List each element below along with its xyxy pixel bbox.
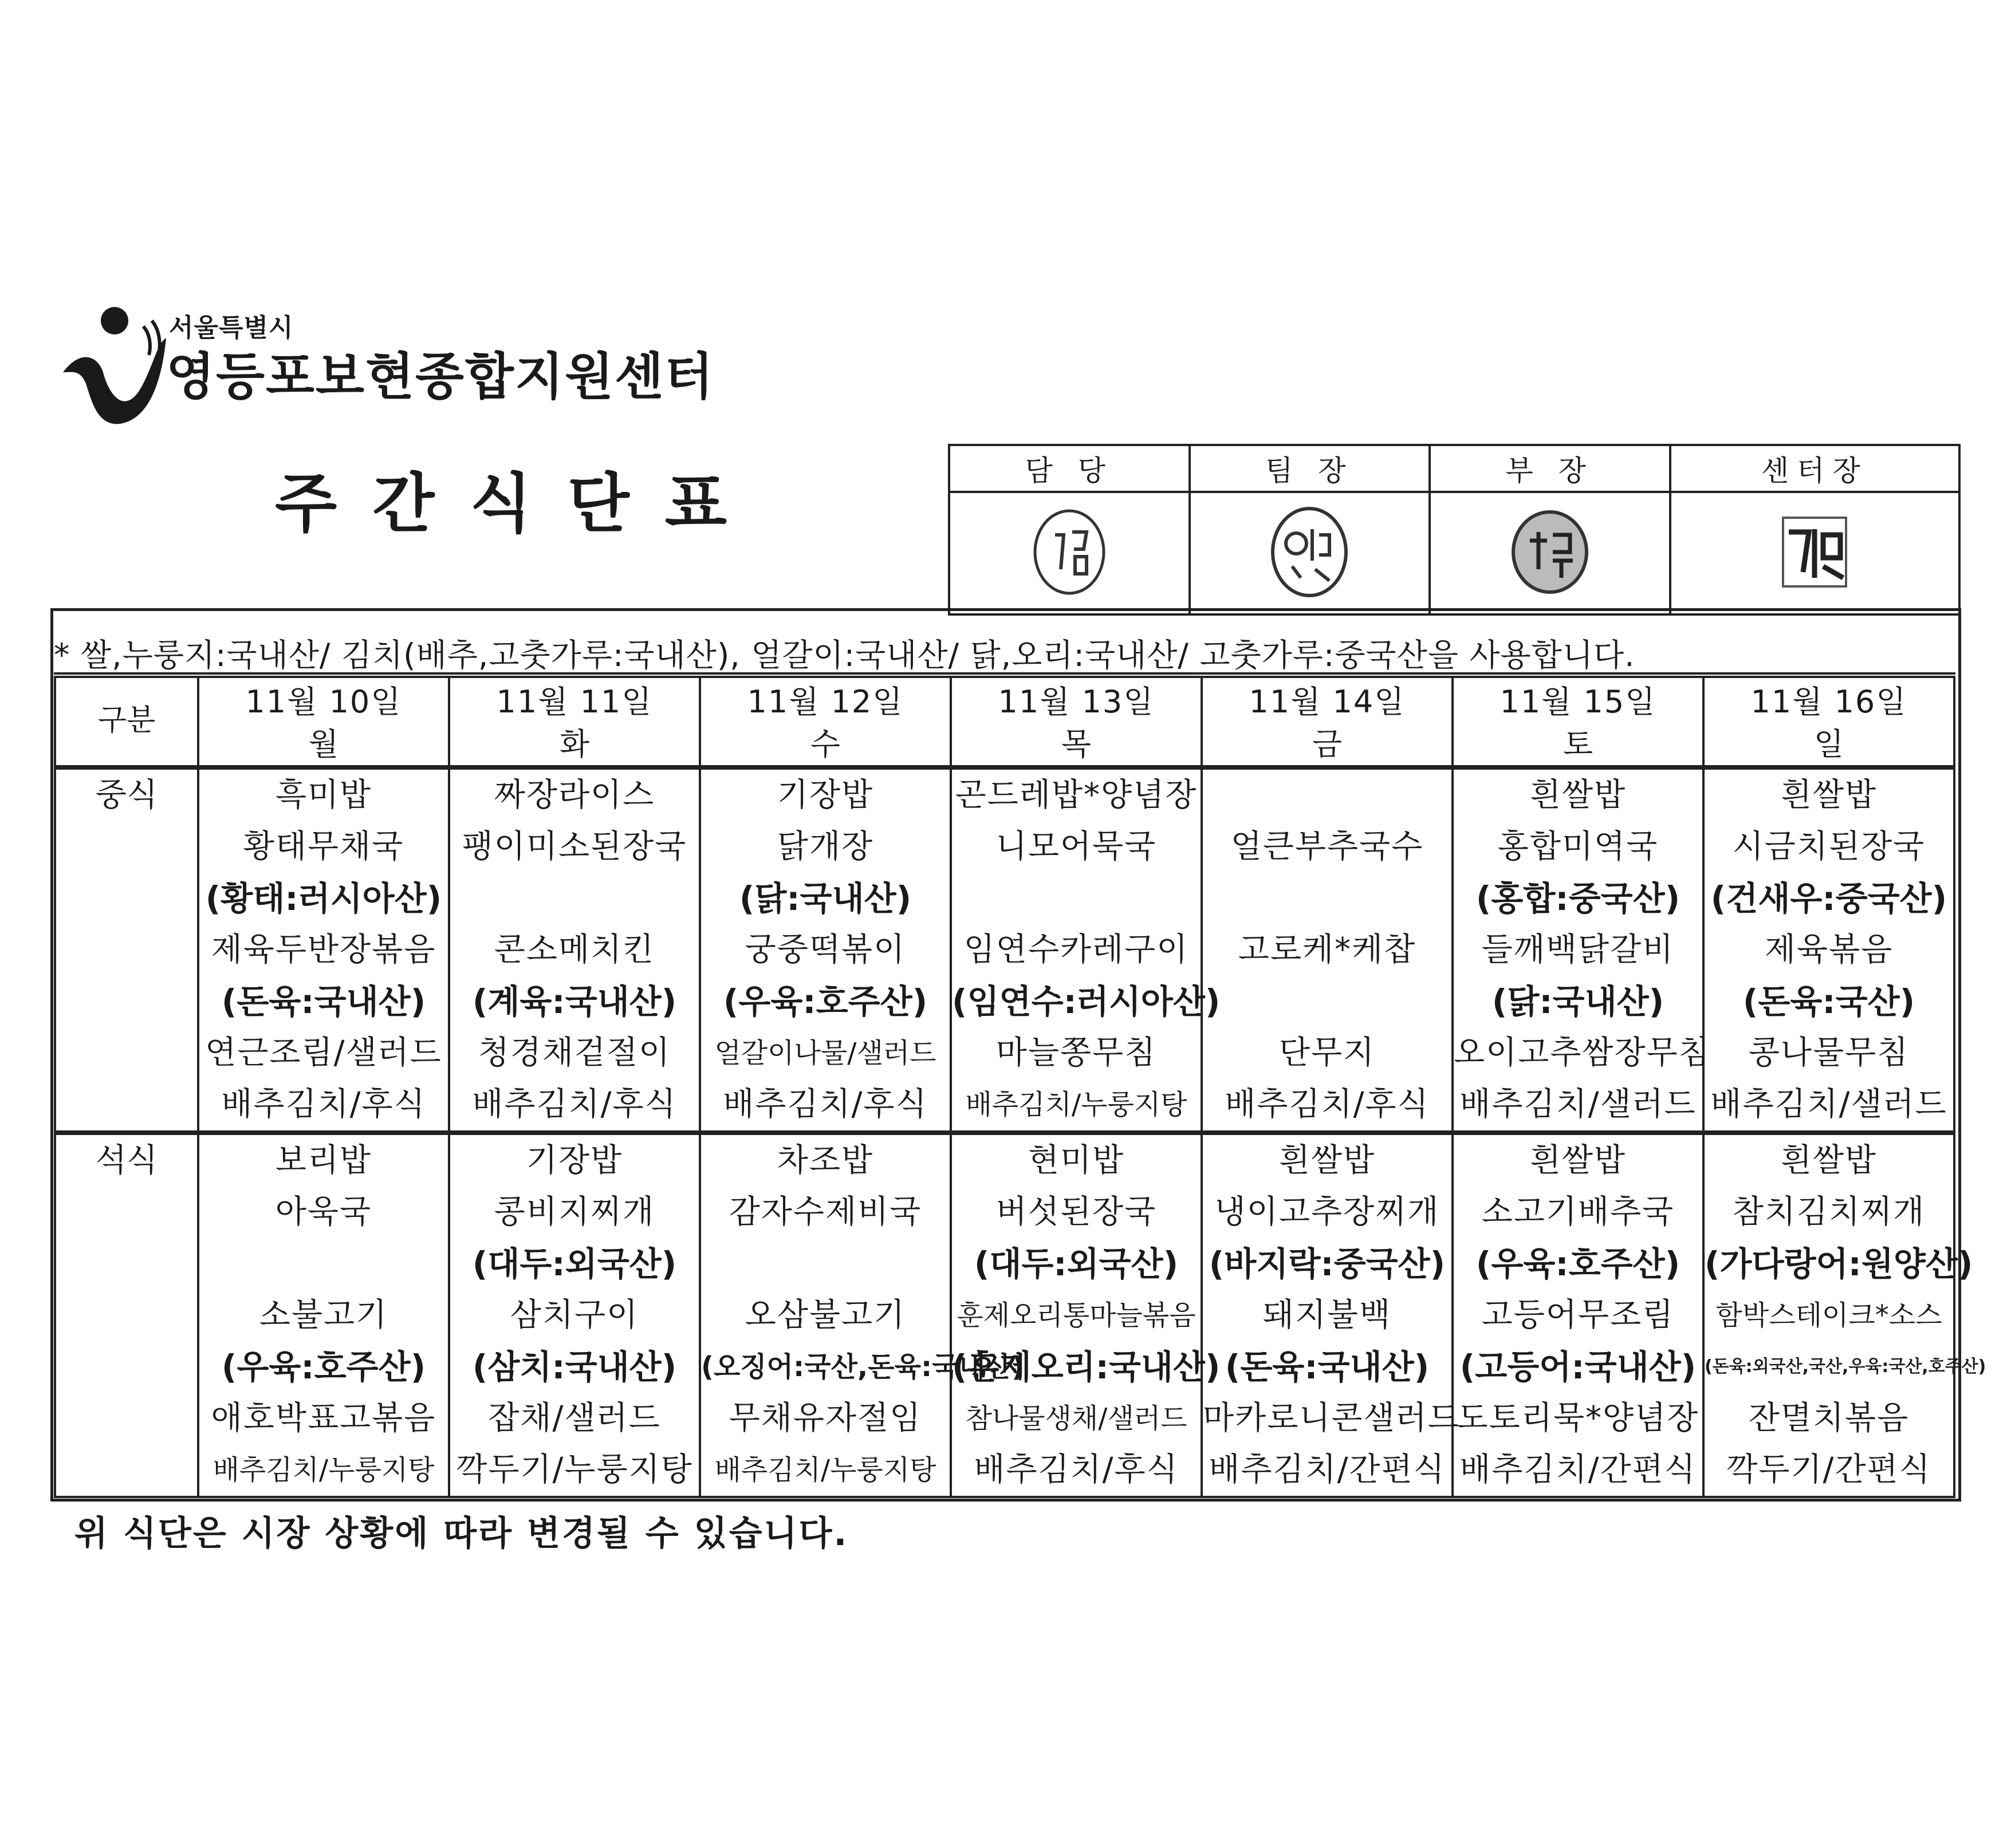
approval-seal-manager xyxy=(1430,492,1670,614)
approval-seal-staff xyxy=(949,492,1190,614)
menu-item: 콩비지찌개 xyxy=(494,1193,655,1231)
menu-item: 제육두반장볶음 xyxy=(211,931,436,968)
menu-item: 얼큰부추국수 xyxy=(1230,828,1424,865)
day-date: 11월 11일 xyxy=(496,684,653,720)
menu-item: 궁중떡볶이 xyxy=(745,931,906,968)
menu-item: 배추김치/후식 xyxy=(472,1086,677,1123)
menu-item xyxy=(1203,873,1451,924)
origin-label: (건새우:중국산) xyxy=(1710,879,1947,918)
menu-item: 배추김치/샐러드 xyxy=(1710,1086,1947,1123)
header-label-cell xyxy=(55,677,198,767)
origin-label: (대두:외국산) xyxy=(974,1244,1179,1283)
menu-item: 배추김치/후식 xyxy=(221,1086,426,1123)
approval-header-team-leader: 팀 장 xyxy=(1190,445,1430,492)
menu-item: 배추김치/누룽지탕 xyxy=(965,1089,1187,1121)
notice-divider xyxy=(54,672,1955,675)
day-header xyxy=(1453,677,1703,767)
origin-label: (닭:국내산) xyxy=(739,879,912,918)
lunch-menu-cell xyxy=(1453,767,1711,1133)
menu-item: 버섯된장국 xyxy=(995,1193,1157,1231)
day-header xyxy=(1202,677,1453,767)
origin-label: (돈육:국내산) xyxy=(221,982,426,1021)
menu-item: 얼갈이나물/샐러드 xyxy=(714,1037,936,1069)
origin-label: (우육:호주산) xyxy=(1475,1244,1681,1283)
menu-item: 오삼불고기 xyxy=(745,1297,906,1334)
approval-seal-team-leader xyxy=(1190,492,1430,614)
dinner-menu-cell xyxy=(198,1133,449,1497)
organization-name: 영등포보현종합지원센터 xyxy=(166,347,715,406)
seal-stamp-icon xyxy=(1029,506,1109,598)
day-weekday: 수 xyxy=(810,726,841,762)
lunch-menu-cell xyxy=(198,767,449,1133)
origin-label: (훈제오리:국내산) xyxy=(952,1347,1221,1386)
menu-item: 돼지불백 xyxy=(1262,1297,1392,1334)
menu-item: 흰쌀밥 xyxy=(1529,777,1627,814)
organization-logo xyxy=(57,304,172,430)
menu-item: 아욱국 xyxy=(275,1193,372,1231)
menu-item: 삼치구이 xyxy=(510,1297,639,1334)
menu-item: 닭개장 xyxy=(777,828,874,865)
menu-item: 오이고추쌈장무침 xyxy=(1454,1034,1711,1071)
day-date: 11월 10일 xyxy=(245,684,402,720)
menu-item: 참나물생채/샐러드 xyxy=(965,1402,1187,1435)
origin-label: (닭:국내산) xyxy=(1491,982,1664,1021)
seal-stamp-icon xyxy=(1774,509,1855,595)
menu-item: 차조밥 xyxy=(777,1142,874,1179)
dinner-row xyxy=(55,1133,1954,1497)
menu-item: 홍합미역국 xyxy=(1497,828,1659,865)
menu-item: 배추김치/간편식 xyxy=(1459,1451,1697,1488)
menu-item: 흰쌀밥 xyxy=(1529,1142,1627,1179)
lunch-menu-cell xyxy=(700,767,951,1133)
menu-item: 현미밥 xyxy=(1028,1142,1125,1179)
menu-item: 황태무채국 xyxy=(243,828,404,865)
menu-item: 감자수제비국 xyxy=(729,1193,922,1231)
day-date: 11월 16일 xyxy=(1750,684,1907,720)
day-weekday: 목 xyxy=(1061,726,1092,762)
origin-label: (돈육:외국산,국산,우육:국산,호주산) xyxy=(1705,1357,1986,1377)
day-weekday: 월 xyxy=(308,726,339,762)
approval-header-director: 센터장 xyxy=(1670,445,1959,492)
lunch-menu-cell xyxy=(1703,767,1954,1133)
seal-stamp-icon xyxy=(1266,503,1352,601)
header-label: 구분 xyxy=(97,703,156,738)
day-weekday: 화 xyxy=(559,726,590,762)
menu-item: 짜장라이스 xyxy=(494,777,655,814)
organization-subtitle: 서울특별시 xyxy=(169,313,294,342)
origin-label: (우육:호주산) xyxy=(723,982,928,1021)
lunch-menu-cell xyxy=(1202,767,1453,1133)
menu-item: 들깨백닭갈비 xyxy=(1481,931,1675,968)
menu-item: 배추김치/누룽지탕 xyxy=(714,1454,936,1486)
dinner-menu-cell xyxy=(1703,1133,1986,1497)
day-date: 11월 14일 xyxy=(1249,684,1406,720)
menu-item: 콘소메치킨 xyxy=(494,931,655,968)
lunch-row xyxy=(55,767,1954,1133)
origin-label: (대두:외국산) xyxy=(472,1244,677,1283)
seal-stamp-icon xyxy=(1507,506,1593,598)
menu-item: 시금치된장국 xyxy=(1732,828,1926,865)
menu-item: 단무지 xyxy=(1278,1034,1376,1071)
dinner-menu-cell xyxy=(700,1133,1025,1497)
origin-label: (우육:호주산) xyxy=(221,1347,426,1386)
approval-header-manager: 부 장 xyxy=(1430,445,1670,492)
menu-item: 고등어무조림 xyxy=(1481,1297,1675,1334)
menu-item: 기장밥 xyxy=(777,777,874,814)
menu-item xyxy=(952,873,1201,924)
origin-label: (가다랑어:원양산) xyxy=(1705,1244,1973,1283)
dinner-menu-cell xyxy=(1202,1133,1460,1497)
menu-item: 제육볶음 xyxy=(1764,931,1894,968)
origin-label: (돈육:국내산) xyxy=(1225,1347,1430,1386)
menu-item: 소불고기 xyxy=(259,1297,388,1334)
menu-item: 연근조림/샐러드 xyxy=(205,1034,442,1071)
page-title: 주간식단표 xyxy=(275,467,762,541)
origin-label: (바지락:중국산) xyxy=(1209,1244,1446,1283)
menu-item: 배추김치/후식 xyxy=(1225,1086,1430,1123)
day-header xyxy=(951,677,1202,767)
menu-table xyxy=(54,676,1986,1498)
menu-item: 깍두기/누룽지탕 xyxy=(456,1451,693,1488)
origin-label: (돈육:국산) xyxy=(1742,982,1915,1021)
day-weekday: 일 xyxy=(1813,726,1844,762)
menu-item xyxy=(1203,976,1451,1027)
origin-label: (황태:러시아산) xyxy=(205,879,442,918)
day-header xyxy=(1703,677,1954,767)
approval-header-staff: 담 당 xyxy=(949,445,1190,492)
origin-notice: * 쌀,누룽지:국내산/ 김치(배추,고춧가루:국내산), 얼갈이:국내산/ 닭,오리:국내산/ 고춧가루:중국산을 사용합니다. xyxy=(54,637,1635,673)
menu-item: 배추김치/누룽지탕 xyxy=(212,1454,435,1486)
menu-item: 참치김치찌개 xyxy=(1732,1193,1926,1231)
menu-item: 잔멸치볶음 xyxy=(1748,1400,1910,1437)
menu-item: 깍두기/간편식 xyxy=(1726,1451,1931,1488)
day-header xyxy=(449,677,700,767)
origin-label: (임연수:러시아산) xyxy=(952,982,1221,1021)
origin-label: (홍합:중국산) xyxy=(1475,879,1681,918)
origin-label: (삼치:국내산) xyxy=(472,1347,677,1386)
menu-item: 흰쌀밥 xyxy=(1780,1142,1878,1179)
origin-label: (고등어:국내산) xyxy=(1459,1347,1697,1386)
menu-item: 소고기배추국 xyxy=(1481,1193,1675,1231)
menu-item: 보리밥 xyxy=(275,1142,372,1179)
origin-label: (계육:국내산) xyxy=(472,982,677,1021)
menu-item: 임연수카레구이 xyxy=(963,931,1189,968)
menu-item: 니모어묵국 xyxy=(995,828,1157,865)
day-date: 11월 12일 xyxy=(747,684,904,720)
day-weekday: 금 xyxy=(1312,726,1343,762)
menu-header-row xyxy=(55,677,1954,767)
menu-item: 배추김치/후식 xyxy=(723,1086,928,1123)
menu-item xyxy=(701,1238,950,1290)
menu-item xyxy=(450,873,699,924)
day-date: 11월 13일 xyxy=(998,684,1155,720)
menu-item: 도토리묵*양념장 xyxy=(1457,1400,1699,1437)
day-header xyxy=(198,677,449,767)
menu-item: 팽이미소된장국 xyxy=(462,828,687,865)
footer-note: 위 식단은 시장 상황에 따라 변경될 수 있습니다. xyxy=(74,1514,849,1554)
menu-item: 콩나물무침 xyxy=(1748,1034,1910,1071)
menu-item: 배추김치/후식 xyxy=(974,1451,1179,1488)
menu-item: 훈제오리통마늘볶음 xyxy=(957,1299,1196,1331)
dinner-menu-cell xyxy=(1453,1133,1703,1497)
lunch-menu-cell xyxy=(449,767,700,1133)
dinner-menu-cell xyxy=(951,1133,1221,1497)
menu-item: 냉이고추장찌개 xyxy=(1214,1193,1440,1231)
organization-header xyxy=(57,304,715,430)
day-date: 11월 15일 xyxy=(1500,684,1656,720)
menu-item xyxy=(1203,770,1451,821)
menu-item xyxy=(199,1238,448,1290)
menu-item: 흰쌀밥 xyxy=(1278,1142,1376,1179)
dinner-label: 석식 xyxy=(55,1133,198,1497)
menu-item: 애호박표고볶음 xyxy=(211,1400,436,1437)
dinner-menu-cell xyxy=(449,1133,700,1497)
menu-item: 흑미밥 xyxy=(275,777,372,814)
menu-item: 흰쌀밥 xyxy=(1780,777,1878,814)
menu-item: 청경채겉절이 xyxy=(478,1034,671,1071)
origin-label: (오징어:국산,돈육:국내산) xyxy=(701,1351,1025,1383)
menu-item: 배추김치/샐러드 xyxy=(1459,1086,1697,1123)
menu-item: 함박스테이크*소스 xyxy=(1715,1299,1942,1331)
approval-table xyxy=(948,444,1961,616)
menu-item: 잡채/샐러드 xyxy=(488,1400,661,1437)
lunch-menu-cell xyxy=(951,767,1221,1133)
lunch-label: 중식 xyxy=(55,767,198,1133)
day-header xyxy=(700,677,951,767)
approval-seal-director xyxy=(1670,492,1959,614)
menu-item: 고로케*케찹 xyxy=(1238,931,1416,968)
menu-item: 마카로니콘샐러드 xyxy=(1203,1400,1460,1437)
menu-item: 기장밥 xyxy=(526,1142,623,1179)
menu-item: 곤드레밥*양념장 xyxy=(955,777,1198,814)
menu-item: 무채유자절임 xyxy=(729,1400,922,1437)
day-weekday: 토 xyxy=(1563,726,1593,762)
menu-item: 배추김치/간편식 xyxy=(1209,1451,1446,1488)
menu-item: 마늘쫑무침 xyxy=(995,1034,1157,1071)
